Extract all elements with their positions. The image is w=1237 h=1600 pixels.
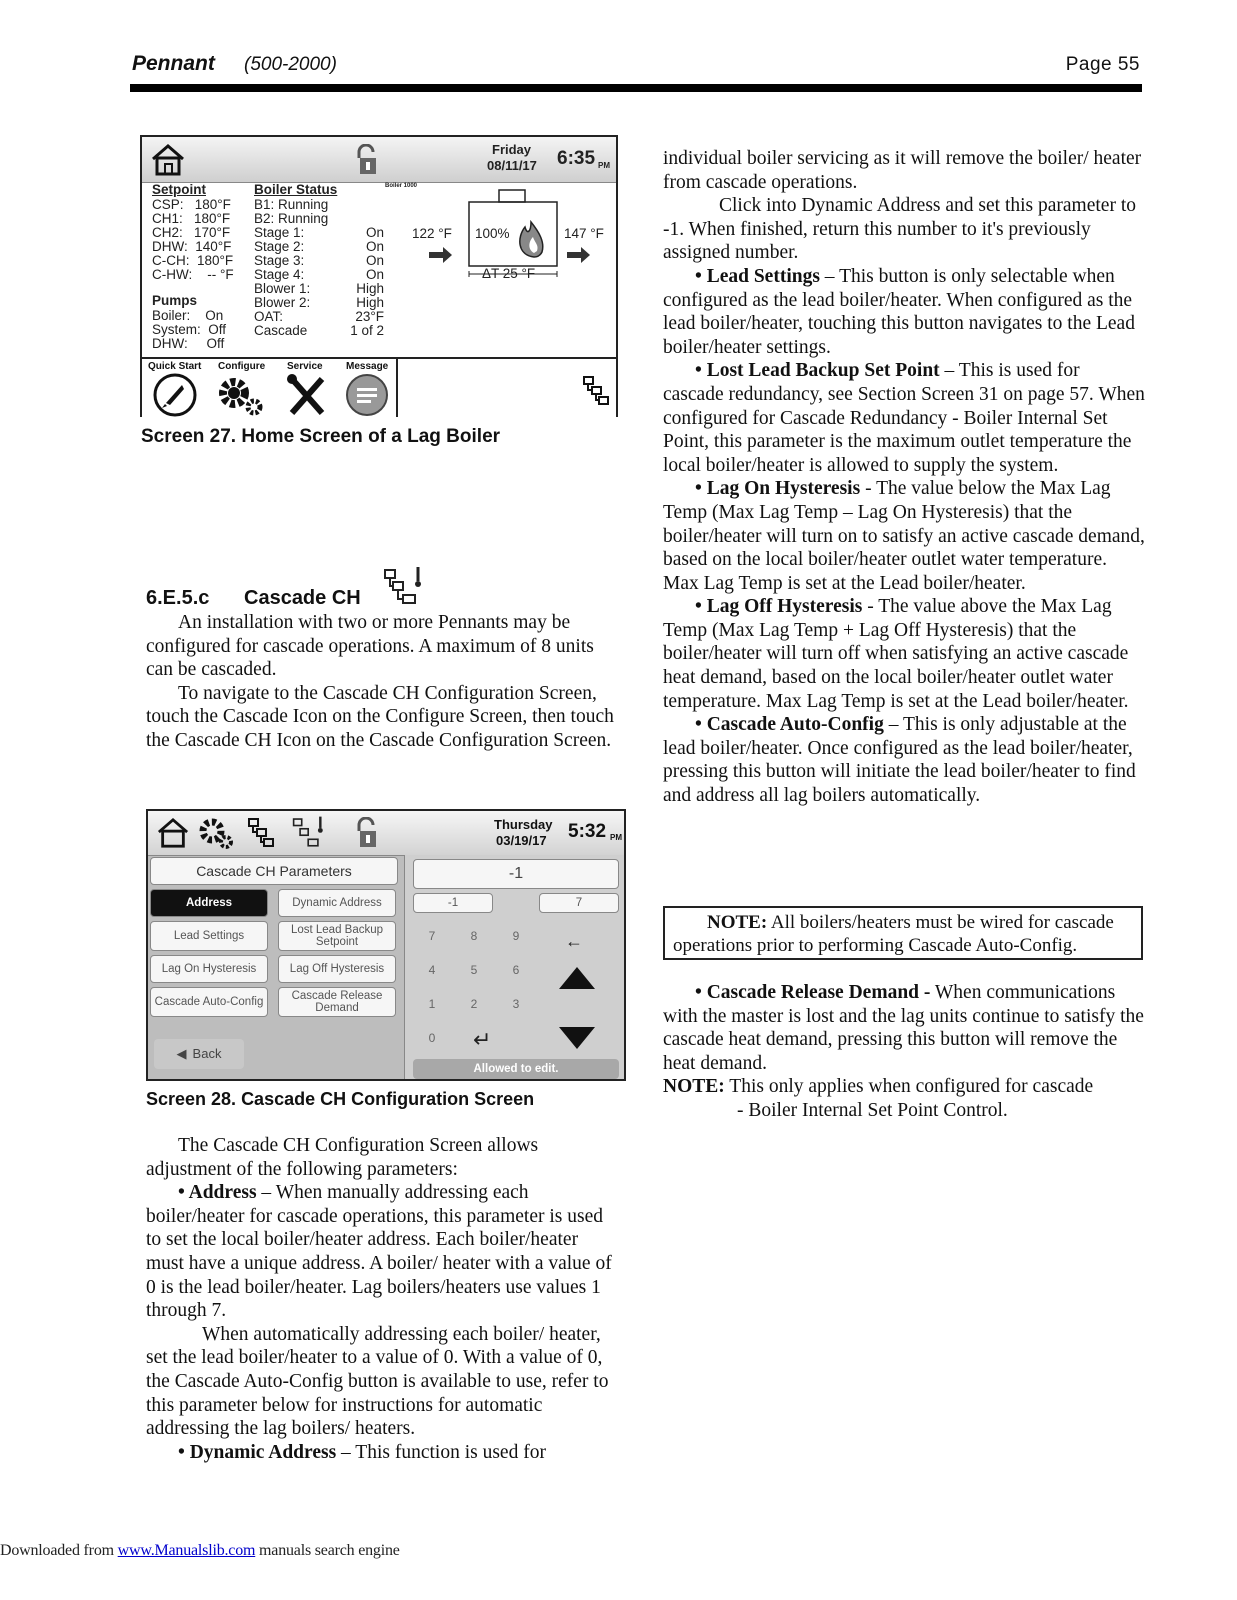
status-value: On — [365, 239, 384, 254]
setpoint-row: C-HW: -- °F — [152, 267, 234, 282]
screen28-time: 5:32 — [568, 821, 607, 842]
status-label: OAT: — [254, 309, 284, 324]
page-number: Page 55 — [1065, 54, 1140, 75]
setpoint-title: Setpoint — [152, 182, 206, 197]
parameters-title: Cascade CH Parameters — [150, 857, 398, 885]
term-lead-settings: • Lead Settings — [695, 265, 820, 287]
status-label: Blower 2: — [254, 295, 311, 310]
max-value: 7 — [539, 893, 619, 913]
screen27-topbar — [142, 137, 616, 183]
arrow-down-icon[interactable] — [555, 1023, 599, 1053]
screen27-date: 08/11/17 — [487, 158, 537, 173]
quick-start-label: Quick Start — [148, 361, 202, 372]
status-value: On — [365, 225, 384, 240]
address-button[interactable]: Address — [150, 889, 268, 917]
screen27-caption: Screen 27. Home Screen of a Lag Boiler — [141, 426, 501, 447]
edit-status: Allowed to edit. — [413, 1059, 619, 1079]
model-range: (500-2000) — [244, 54, 337, 75]
min-value: -1 — [413, 893, 493, 913]
configure-label: Configure — [218, 361, 266, 372]
outlet-temp: 147 °F — [564, 226, 604, 241]
inlet-temp: 122 °F — [412, 226, 452, 241]
status-value: High — [356, 295, 384, 310]
status-value: On — [365, 253, 384, 268]
back-label: Back — [192, 1046, 222, 1061]
note-text: All boilers/heaters must be wired for cascade operations prior to performing Cascade Auto-Config. — [673, 912, 1114, 956]
status-label: B1: Running — [254, 197, 329, 212]
paragraph: individual boiler servicing as it will remove the boiler/ heater from cascade operations. — [663, 148, 1142, 193]
cascade-auto-config-button[interactable]: Cascade Auto-Config — [150, 987, 268, 1017]
message-icon[interactable] — [344, 373, 390, 417]
lead-settings-button[interactable]: Lead Settings — [150, 921, 268, 951]
key-4[interactable]: 4 — [428, 963, 436, 977]
right-column-tail — [663, 981, 1145, 1123]
brand-name: Pennant — [132, 52, 215, 75]
key-5[interactable]: 5 — [470, 963, 478, 977]
status-label: Stage 4: — [254, 267, 305, 282]
term-release-demand: • Cascade Release Demand - — [695, 982, 931, 1003]
home-icon — [150, 143, 186, 177]
backspace-icon[interactable]: ← — [565, 931, 583, 951]
lag-off-hysteresis-button[interactable]: Lag Off Hysteresis — [278, 955, 396, 983]
delta-temp: ΔT 25 °F — [482, 266, 536, 281]
screen27-ampm: PM — [598, 161, 610, 170]
section-number: 6.E.5.c — [146, 587, 210, 609]
footer — [0, 1542, 400, 1560]
status-label: Stage 3: — [254, 253, 305, 268]
setpoint-row: DHW: 140°F — [152, 239, 232, 254]
boiler-tag: Boiler 1000 — [385, 183, 418, 189]
right-column-body — [663, 147, 1145, 808]
status-label: Stage 1: — [254, 225, 305, 240]
term-dynamic-address: • Dynamic Address — [178, 1441, 337, 1463]
screen28-image — [146, 809, 626, 1081]
cascade-icon[interactable] — [244, 817, 278, 849]
value-display: -1 — [413, 859, 619, 889]
screen27-time: 6:35 — [557, 148, 596, 169]
key-9[interactable]: 9 — [512, 929, 520, 943]
paragraph: An installation with two or more Pennants may be configured for cascade operations. A maximum of 8 units can be cascaded. — [146, 612, 594, 681]
key-8[interactable]: 8 — [470, 929, 478, 943]
status-value: High — [356, 281, 384, 296]
pumps-title: Pumps — [152, 293, 198, 308]
paragraph: When communications with the master is lost and the lag units continue to satisfy the cascade heat demand, pressing this button will remove the heat demand. — [663, 982, 1144, 1074]
status-value: 23°F — [355, 309, 384, 324]
screen28-caption: Screen 28. Cascade CH Configuration Screen — [146, 1089, 535, 1109]
pump-row: Boiler: On — [152, 308, 224, 323]
gear-icon[interactable] — [198, 817, 234, 849]
term-lost-lead: • Lost Lead Backup Set Point — [695, 360, 940, 382]
footer-link[interactable]: www.Manualslib.com — [117, 1542, 256, 1559]
screen28-topbar — [148, 811, 624, 856]
pump-row: System: Off — [152, 322, 227, 337]
screen27-day: Friday — [492, 142, 532, 157]
paragraph: - The value below the Max Lag Temp (Max Lag Temp – Lag On Hysteresis) that the boiler/heater will turn on to satisfy an active cascade demand, based on the local boiler/heater outlet water temperature. Max Lag Temp is set at the Lead boiler/heater. — [663, 478, 1145, 594]
paragraph: The Cascade CH Configuration Screen allows adjustment of the following parameters: — [146, 1135, 539, 1180]
screen27-image — [140, 135, 618, 417]
setpoint-row: CH1: 180°F — [152, 211, 231, 226]
footer-suffix: manuals search engine — [255, 1542, 400, 1559]
paragraph: – When manually addressing each boiler/heater for cascade operations, this parameter is used to set the local boiler/heater address. Each boiler/heater must have a unique address. A boiler/ heater with a value of 0 is the lead boiler/heater. Lag boilers/heaters use values 1 through 7. — [146, 1182, 612, 1322]
paragraph: – This button is only selectable when configured as the lead boiler/heater. When configured as the lead boiler/heater, touching this button navigates to the Lead boiler/heater settings. — [663, 265, 1135, 358]
paragraph: – This is only adjustable at the lead boiler/heater. Once configured as the lead boiler/heater, pressing this button will initiate the lead boiler/heater to find and address all lag boilers automatically. — [663, 714, 1136, 807]
term-address: • Address — [178, 1182, 257, 1204]
key-3[interactable]: 3 — [512, 997, 520, 1011]
screen27-nav — [142, 357, 616, 419]
key-6[interactable]: 6 — [512, 963, 520, 977]
firing-rate: 100% — [475, 226, 510, 241]
status-value: 1 of 2 — [350, 323, 384, 338]
home-icon[interactable] — [156, 817, 190, 849]
section-title: Cascade CH — [244, 587, 361, 609]
setpoint-row: CSP: 180°F — [152, 197, 231, 212]
screen28-ampm: PM — [610, 833, 622, 842]
setpoint-row: CH2: 170°F — [152, 225, 231, 240]
note-label: NOTE: — [707, 912, 768, 933]
pump-row: DHW: Off — [152, 336, 225, 351]
note-text: - Boiler Internal Set Point Control. — [737, 1099, 1008, 1121]
term-lag-on: • Lag On Hysteresis — [695, 478, 861, 500]
boiler-status-title: Boiler Status — [254, 182, 338, 197]
note-box — [663, 906, 1143, 960]
gear-icon[interactable] — [216, 373, 266, 417]
back-button[interactable] — [154, 1039, 244, 1069]
key-0[interactable]: 0 — [428, 1031, 436, 1045]
term-auto-config: • Cascade Auto-Config — [695, 714, 884, 736]
cascade-icon[interactable] — [582, 375, 610, 407]
lock-icon[interactable] — [354, 817, 378, 849]
key-1[interactable]: 1 — [428, 997, 436, 1011]
key-7[interactable]: 7 — [428, 929, 436, 943]
arrow-up-icon[interactable] — [555, 963, 599, 993]
term-lag-off: • Lag Off Hysteresis — [695, 596, 863, 618]
screen28-date: 03/19/17 — [496, 833, 547, 848]
key-2[interactable]: 2 — [470, 997, 478, 1011]
paragraph: – This is used for cascade redundancy, see Section Screen 31 on page 57. When configured for Cascade Redundancy - Boiler Internal Set Point, this parameter is the maximum outlet temperature the local boiler/heater is allowed to supply the system. — [663, 360, 1145, 476]
footer-prefix: Downloaded from — [0, 1542, 118, 1559]
paragraph: – This function is used for — [336, 1441, 546, 1463]
paragraph: To navigate to the Cascade CH Configuration Screen, touch the Cascade Icon on the Configure Screen, then touch the Cascade CH Icon on the Cascade Configuration Screen. — [146, 682, 614, 751]
keypad-panel — [404, 855, 626, 1081]
note-text: This only applies when configured for cascade — [724, 1076, 1094, 1098]
back-arrow-icon: ◀ — [176, 1046, 187, 1061]
tools-icon[interactable] — [284, 373, 330, 417]
cascade-ch-icon — [383, 565, 425, 607]
lost-lead-backup-button[interactable]: Lost Lead Backup Setpoint — [278, 921, 396, 951]
cascade-release-demand-button[interactable]: Cascade Release Demand — [278, 987, 396, 1017]
header-rule — [130, 84, 1142, 92]
status-value: On — [365, 267, 384, 282]
enter-icon[interactable]: ↵ — [473, 1027, 492, 1052]
message-label: Message — [346, 361, 389, 372]
rocket-icon[interactable] — [152, 373, 198, 417]
paragraph: - The value above the Max Lag Temp (Max Lag Temp + Lag Off Hysteresis) that the boiler/heater will turn off when satisfying an active cascade heat demand, based on the local boiler/heater outlet water temperature. Max Lag Temp is set at the Lead boiler/heater. — [663, 596, 1129, 712]
status-label: B2: Running — [254, 211, 329, 226]
cascade-ch-icon[interactable] — [290, 815, 328, 849]
setpoint-row: C-CH: 180°F — [152, 253, 234, 268]
left-column-body — [146, 1134, 616, 1464]
status-label: Cascade — [254, 323, 308, 338]
service-label: Service — [287, 361, 323, 372]
status-label: Stage 2: — [254, 239, 305, 254]
paragraph: When automatically addressing each boiler/ heater, set the lead boiler/heater to a value of 0. With a value of 0, the Cascade Auto-Config button is available to use, refer to this parameter below for instructions for automatic addressing the lag boilers/ heaters. — [146, 1323, 609, 1440]
paragraph: Click into Dynamic Address and set this parameter to -1. When finished, return this number to it's previously assigned number. — [663, 195, 1136, 264]
note-label: NOTE: — [663, 1076, 725, 1098]
lag-on-hysteresis-button[interactable]: Lag On Hysteresis — [150, 955, 268, 983]
screen28-day: Thursday — [494, 817, 553, 832]
status-label: Blower 1: — [254, 281, 311, 296]
intro-text — [146, 611, 621, 753]
lock-icon — [354, 144, 378, 176]
dynamic-address-button[interactable]: Dynamic Address — [278, 889, 396, 917]
